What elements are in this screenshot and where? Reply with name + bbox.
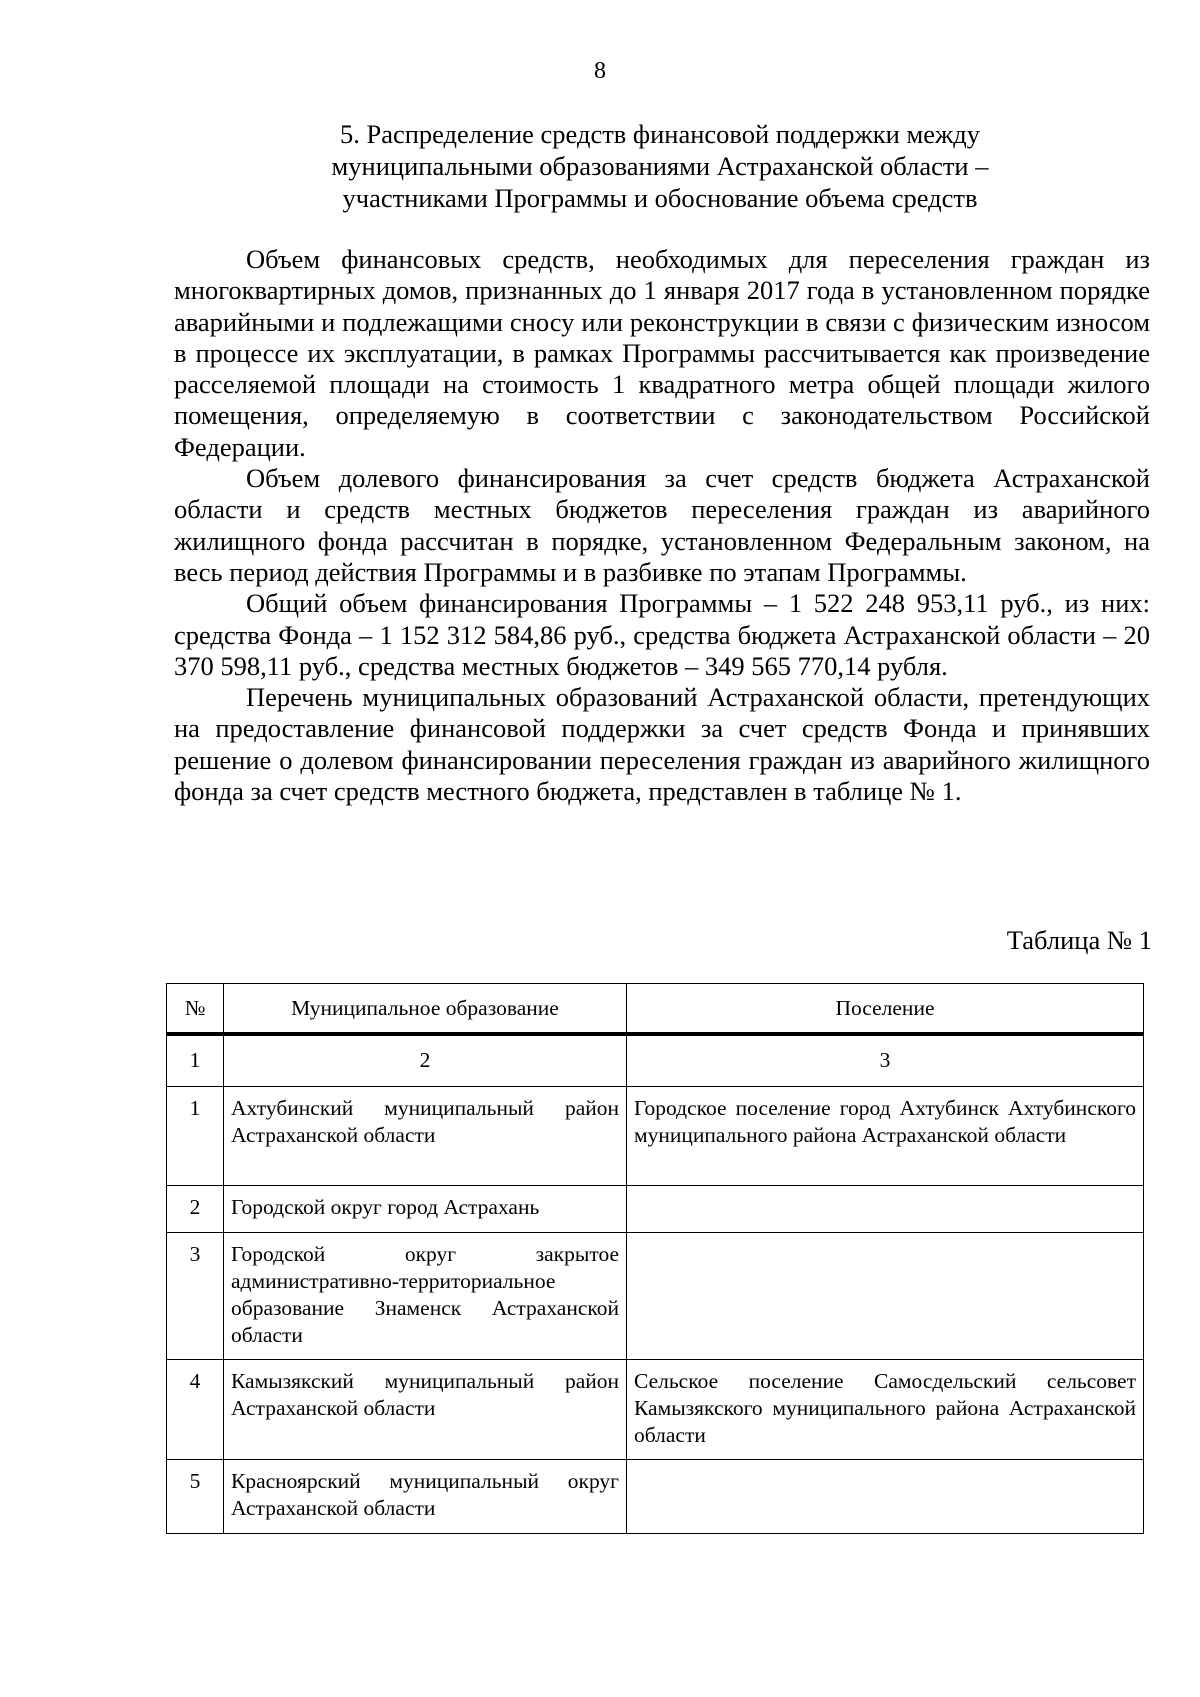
row-municipality: Городской округ закрытое административно-территориальное образование Знаменск Астраханской области (224, 1233, 627, 1360)
row-settlement (627, 1186, 1144, 1233)
row-settlement: Городское поселение город Ахтубинск Ахтубинского муниципального района Астраханской области (627, 1087, 1144, 1186)
section-title-line-3: участниками Программы и обоснование объема средств (342, 183, 978, 213)
row-num: 1 (167, 1087, 224, 1186)
row-municipality: Городской округ город Астрахань (224, 1186, 627, 1233)
row-municipality: Красноярский муниципальный округ Астраханской области (224, 1460, 627, 1534)
body-text (174, 244, 1150, 807)
table-row (167, 1360, 1144, 1460)
table-caption: Таблица № 1 (1006, 925, 1152, 955)
row-settlement (627, 1233, 1144, 1360)
table-row (167, 1233, 1144, 1360)
section-title-line-1: 5. Распределение средств финансовой поддержки между (339, 119, 981, 149)
row-settlement (627, 1460, 1144, 1534)
row-num: 5 (167, 1460, 224, 1534)
row-num: 3 (167, 1233, 224, 1360)
row-num: 2 (167, 1186, 224, 1233)
row-settlement: Сельское поселение Самосдельский сельсовет Камызякского муниципального района Астраханской области (627, 1360, 1144, 1460)
municipalities-table (166, 983, 1144, 1534)
table-row (167, 1087, 1144, 1186)
table-header-row (167, 984, 1144, 1035)
table-index-row (167, 1034, 1144, 1087)
header-municipality: Муниципальное образование (224, 984, 627, 1035)
header-num: № (167, 984, 224, 1035)
index-cell-3: 3 (627, 1034, 1144, 1087)
row-num: 4 (167, 1360, 224, 1460)
table-row (167, 1460, 1144, 1534)
paragraph-total-financing: Общий объем финансирования Программы – 1 522 248 953,11 руб., из них: средства Фонда – 1 152 312 584,86 руб., средства бюджета Астраханской области – 20 370 598,11 руб., средства местных бюджетов – 349 565 770,14 рубля. (174, 588, 1150, 681)
row-municipality: Камызякский муниципальный район Астраханской области (224, 1360, 627, 1460)
index-cell-2: 2 (224, 1034, 627, 1087)
paragraph-funding-volume: Объем финансовых средств, необходимых для переселения граждан из многоквартирных домов, признанных до 1 января 2017 года в установленном порядке аварийными и подлежащими сносу или реконструкции в связи с физическим износом в процессе их эксплуатации, в рамках Программы рассчитывается как произведение расселяемой площади на стоимость 1 квадратного метра общей площади жилого помещения, определяемую в соответствии с законодательством Российской Федерации. (174, 244, 1150, 462)
row-municipality: Ахтубинский муниципальный район Астраханской области (224, 1087, 627, 1186)
page-number: 8 (594, 58, 606, 84)
section-title (250, 118, 1070, 214)
index-cell-1: 1 (167, 1034, 224, 1087)
table-row (167, 1186, 1144, 1233)
paragraph-municipalities-list: Перечень муниципальных образований Астраханской области, претендующих на предоставление финансовой поддержки за счет средств Фонда и принявших решение о долевом финансировании переселения граждан из аварийного жилищного фонда за счет средств местного бюджета, представлен в таблице № 1. (174, 682, 1150, 807)
section-title-line-2: муниципальными образованиями Астраханской области – (331, 151, 989, 181)
paragraph-shared-financing: Объем долевого финансирования за счет средств бюджета Астраханской области и средств местных бюджетов переселения граждан из аварийного жилищного фонда рассчитан в порядке, установленном Федеральным законом, на весь период действия Программы и в разбивке по этапам Программы. (174, 463, 1150, 587)
header-settlement: Поселение (627, 984, 1144, 1035)
